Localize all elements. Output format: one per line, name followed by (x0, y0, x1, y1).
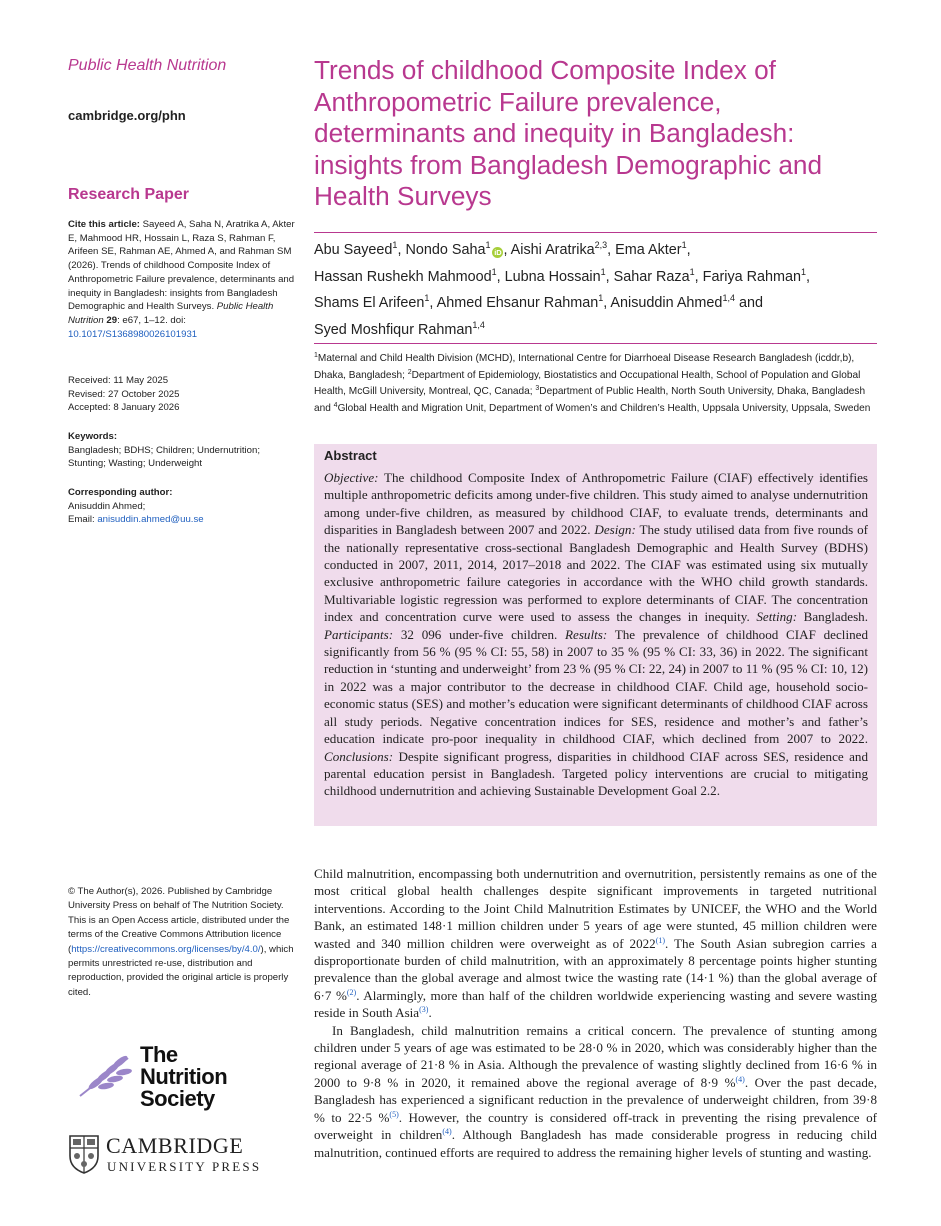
author-affiliation-mark: 1,4 (722, 293, 735, 303)
author[interactable]: Shams El Arifeen (314, 295, 425, 311)
abstract-section-label: Design: (594, 522, 636, 538)
reference-link[interactable]: (4) (442, 1127, 452, 1137)
email-label: Email: (68, 514, 98, 526)
author-affiliation-mark: 1 (485, 240, 491, 250)
affiliation: Department of Epidemiology, Biostatistics and Occupational Health, School of Population and Global Health, McGill University, Montreal, QC, Canada; (314, 369, 861, 398)
author-affiliation-mark: 2,3 (594, 240, 608, 250)
abstract-text (324, 469, 868, 800)
author-list: Abu Sayeed$^1$, Nondo Saha$^1$iD , Aishi Aratrika$^{2,3}$, Ema Akter$^1$, Hassan Rushekh Mahmood$^1$, Lubna Hossain$^1$, Sahar Raza$^1$, Fariya Rahman$^1$, Shams El Arifeen$^1$, Ahmed Ehsanur Rahman$^1$, Anisuddin Ahmed$^{1,4}$ and Syed Moshfiqur Rahman$^{1,4}$ (314, 240, 811, 338)
authors-divider (314, 343, 877, 344)
corresponding-label: Corresponding author: (68, 487, 173, 498)
abstract-section-text: The childhood Composite Index of Anthropometric Failure (CIAF) effectively identifies multiple anthropometric deficits among under-five children. This study aimed to analyse undernutrition among under-five children, as measured by childhood CIAF, to evaluate trends, determinants and disparities in Bangladesh between 2007 and 2022. (324, 470, 868, 538)
author[interactable]: Ahmed Ehsanur Rahman (436, 295, 599, 311)
author[interactable]: Ema Akter (615, 242, 682, 258)
text-run: In Bangladesh, child malnutrition remains a critical concern. The prevalence of stunting among children under 5 years of age was estimated to be 28·0 % in 2020, which was considerably higher than the regional average of 21·8 % in Asia. Although the prevalence of wasting slightly declined from 16·6 % in 2000 to 9·8 % in 2020, it remained above the regional average of 8·9 % (314, 1022, 877, 1090)
author[interactable]: Fariya Rahman (702, 268, 802, 285)
text-run: . However, the country is considered off-track in preventing the rising prevalence of overweight in children (314, 1109, 877, 1143)
author[interactable]: Syed Moshfiqur Rahman (314, 321, 473, 338)
reference-link[interactable]: (2) (346, 987, 357, 997)
affiliation-number: 4 (333, 401, 338, 409)
article-type: Research Paper (68, 186, 189, 203)
affiliation-number: 2 (407, 368, 412, 376)
text-run: Child malnutrition, encompassing both undernutrition and overnutrition, persistently remains as one of the most critical global health challenges despite significant improvements in targeted nutritional interventions. According to the Joint Child Malnutrition Estimates by UNICEF, the WHO and the World Bank, an estimated 148·1 million children under 5 years of age were stunted, 45 million children were wasted and 340 million children were overweight as of 2022 (314, 866, 877, 951)
date-accepted: Accepted: 8 January 2026 (68, 402, 180, 414)
paragraph (314, 1022, 877, 1161)
author-affiliation-mark: 1 (392, 240, 398, 250)
abstract-heading: Abstract (324, 448, 377, 463)
abstract-section-text: 32 096 under-five children. (393, 626, 566, 642)
author-affiliation-mark: 1 (801, 266, 807, 277)
orcid-icon[interactable]: iD (494, 248, 502, 257)
keywords-text: Bangladesh; BDHS; Children; Undernutrition; Stunting; Wasting; Underweight (68, 444, 260, 470)
date-received: Received: 11 May 2025 (68, 375, 169, 386)
license-text: ), which permits unrestricted re-use, distribution and reproduction, provided the original article is properly cited. (68, 943, 294, 998)
authors-and: and (738, 295, 763, 311)
citation-text: Sayeed A, Saha N, Aratrika A, Akter E, Mahmood HR, Hossain L, Raza S, Rahman F, Arifeen SE, Rahman AE, Ahmed A, and Rahman SM (2026). Trends of childhood Composite Index of Anthropometric Failure prevalence, determinants and inequity in Bangladesh: insights from Bangladesh Demographic and Health Surveys. (68, 219, 295, 313)
cambridge-crest-icon (68, 1134, 100, 1174)
author[interactable]: Nondo Saha (405, 242, 486, 258)
author-affiliation-mark: 1,4 (472, 319, 485, 330)
reference-link[interactable]: (4) (735, 1074, 745, 1084)
citation-doi-link[interactable]: 10.1017/S1368980026101931 (68, 328, 198, 340)
abstract-section-text: Bangladesh. (797, 609, 868, 625)
reference-link[interactable]: (3) (419, 1005, 429, 1015)
text-run: . (428, 1005, 432, 1021)
author-affiliation-mark: 1 (681, 240, 687, 250)
author[interactable]: Hassan Rushekh Mahmood (314, 268, 492, 285)
author[interactable]: Anisuddin Ahmed (610, 295, 723, 311)
author-affiliation-mark: 1 (600, 266, 606, 277)
abstract-section-text: Despite significant progress, disparities in childhood CIAF across SES, residence and parental education persist in Bangladesh. Targeted policy interventions are crucial to mitigating childhood undernutrition and achieving Sustainable Development Goal 2.2. (324, 748, 868, 799)
cambridge-wordmark: CAMBRIDGE (106, 1133, 244, 1158)
affiliation: Maternal and Child Health Division (MCHD), International Centre for Diarrhoeal Disease Research Bangladesh (icddr,b), Dhaka, Bangladesh; (314, 353, 855, 381)
logo-line: Society (140, 1086, 215, 1111)
affiliation: Department of Public Health, North South University, Dhaka, Bangladesh and (314, 386, 866, 414)
citation (68, 218, 296, 341)
affiliation: Global Health and Migration Unit, Department of Women’s and Children’s Health, Uppsala University, Uppsala, Sweden (337, 402, 871, 414)
article-dates (68, 374, 296, 415)
license-link[interactable]: https://creativecommons.org/licenses/by/4.0/ (71, 943, 261, 955)
abstract-section-label: Results: (565, 626, 608, 642)
logo-line: Nutrition (140, 1064, 228, 1089)
abstract-section-label: Participants: (324, 626, 394, 642)
keywords-label: Keywords: (68, 431, 118, 442)
author-affiliation-mark: 1 (689, 266, 695, 277)
university-press-wordmark: UNIVERSITY PRESS (107, 1159, 262, 1174)
abstract-section-label: Objective: (324, 470, 379, 485)
article-title: Trends of childhood Composite Index of Anthropometric Failure prevalence, determinants and inequity in Bangladesh: insights from Bangladesh Demographic and Health Surveys (314, 55, 823, 211)
abstract-section-text: The prevalence of childhood CIAF declined significantly from 56 % (95 % CI: 55, 58) in 2007 to 35 % (95 % CI: 33, 36) in 2022. The significant reduction in ‘stunting and underweight’ from 23 % (95 % CI: 22, 24) in 2007 to 11 % (95 % CI: 10, 12) in 2022 was a major contributor to the decrease in childhood CIAF. Child age, household socio-economic status (SES) and mother’s education were significant determinants of childhood CIAF across all study periods. Negative concentration indices for SES, residence and mother’s and father’s education indicate pro-poor inequality in childhood CIAF, which declined from 2007 to 2022. (324, 626, 868, 747)
affiliation-number: 3 (535, 385, 540, 393)
text-run: . Over the past decade, Bangladesh has experienced a significant reduction in the prevalence of underweight children, from 39·8 % to 22·5 % (314, 1074, 877, 1125)
corresponding-author (68, 486, 296, 527)
citation-journal: Public Health Nutrition (68, 301, 274, 326)
abstract-section-label: Setting: (756, 609, 798, 625)
affiliations (314, 351, 880, 417)
body-text (314, 865, 877, 1161)
author[interactable]: Aishi Aratrika (510, 242, 595, 258)
nutrition-society-logo (140, 1044, 227, 1110)
journal-site[interactable]: cambridge.org/phn (68, 108, 186, 123)
affiliation-number: 1 (314, 352, 318, 359)
license-text: © The Author(s), 2026. Published by Cambridge University Press on behalf of The Nutrition Society. This is an Open Access article, distributed under the terms of the Creative Commons Attribution licence ( (68, 886, 290, 955)
journal-name: Public Health Nutrition (68, 57, 227, 74)
paragraph (314, 865, 877, 1022)
reference-link[interactable]: (1) (655, 935, 666, 945)
text-run: . Although Bangladesh has made considerable progress in reducing child malnutrition, continued efforts are required to address the remaining higher levels of stunting and wasting. (314, 1127, 877, 1160)
author[interactable]: Abu Sayeed (314, 242, 393, 258)
reference-link[interactable]: (5) (389, 1109, 399, 1119)
text-run: . Alarmingly, more than half of the children worldwide experiencing wasting and severe wasting reside in South Asia (314, 987, 877, 1021)
title-divider (314, 232, 877, 233)
author-affiliation-mark: 1 (598, 293, 604, 303)
author-affiliation-mark: 1 (424, 293, 430, 303)
corresponding-name: Anisuddin Ahmed; (68, 500, 146, 512)
citation-volume: 29 (106, 314, 118, 326)
email-link[interactable]: anisuddin.ahmed@uu.se (97, 514, 204, 526)
date-revised: Revised: 27 October 2025 (68, 388, 180, 400)
text-run: . The South Asian subregion carries a disproportionate burden of child malnutrition, with an approximately 8 percentage points higher stunting prevalence than the global average and almost twice the wasting rate (14·1 %) than the global average of 6·7 % (314, 935, 877, 1003)
keywords (68, 430, 296, 471)
citation-rest: : e67, 1–12. doi: (117, 314, 186, 326)
citation-label: Cite this article: (68, 219, 140, 230)
abstract-section-label: Conclusions: (324, 748, 394, 764)
abstract-section-text: The study utilised data from five rounds of the nationally representative cross-sectional Bangladesh Demographic and Health Survey (BDHS) conducted in 2007, 2011, 2014, 2017–2018 and 2022. The CIAF was estimated using six mutually exclusive anthropometric failure categories in accordance with the WHO child growth standards. Multivariable logistic regression was performed to explore determinants of CIAF. The concentration index and concentration curve were used to assess the changes in inequity. (324, 522, 868, 625)
nutrition-society-wheat-icon (74, 1052, 136, 1098)
author-affiliation-mark: 1 (491, 266, 497, 277)
logo-line: The (140, 1042, 178, 1067)
author[interactable]: Lubna Hossain (504, 268, 601, 285)
license-statement (68, 885, 296, 1000)
author[interactable]: Sahar Raza (613, 268, 690, 285)
